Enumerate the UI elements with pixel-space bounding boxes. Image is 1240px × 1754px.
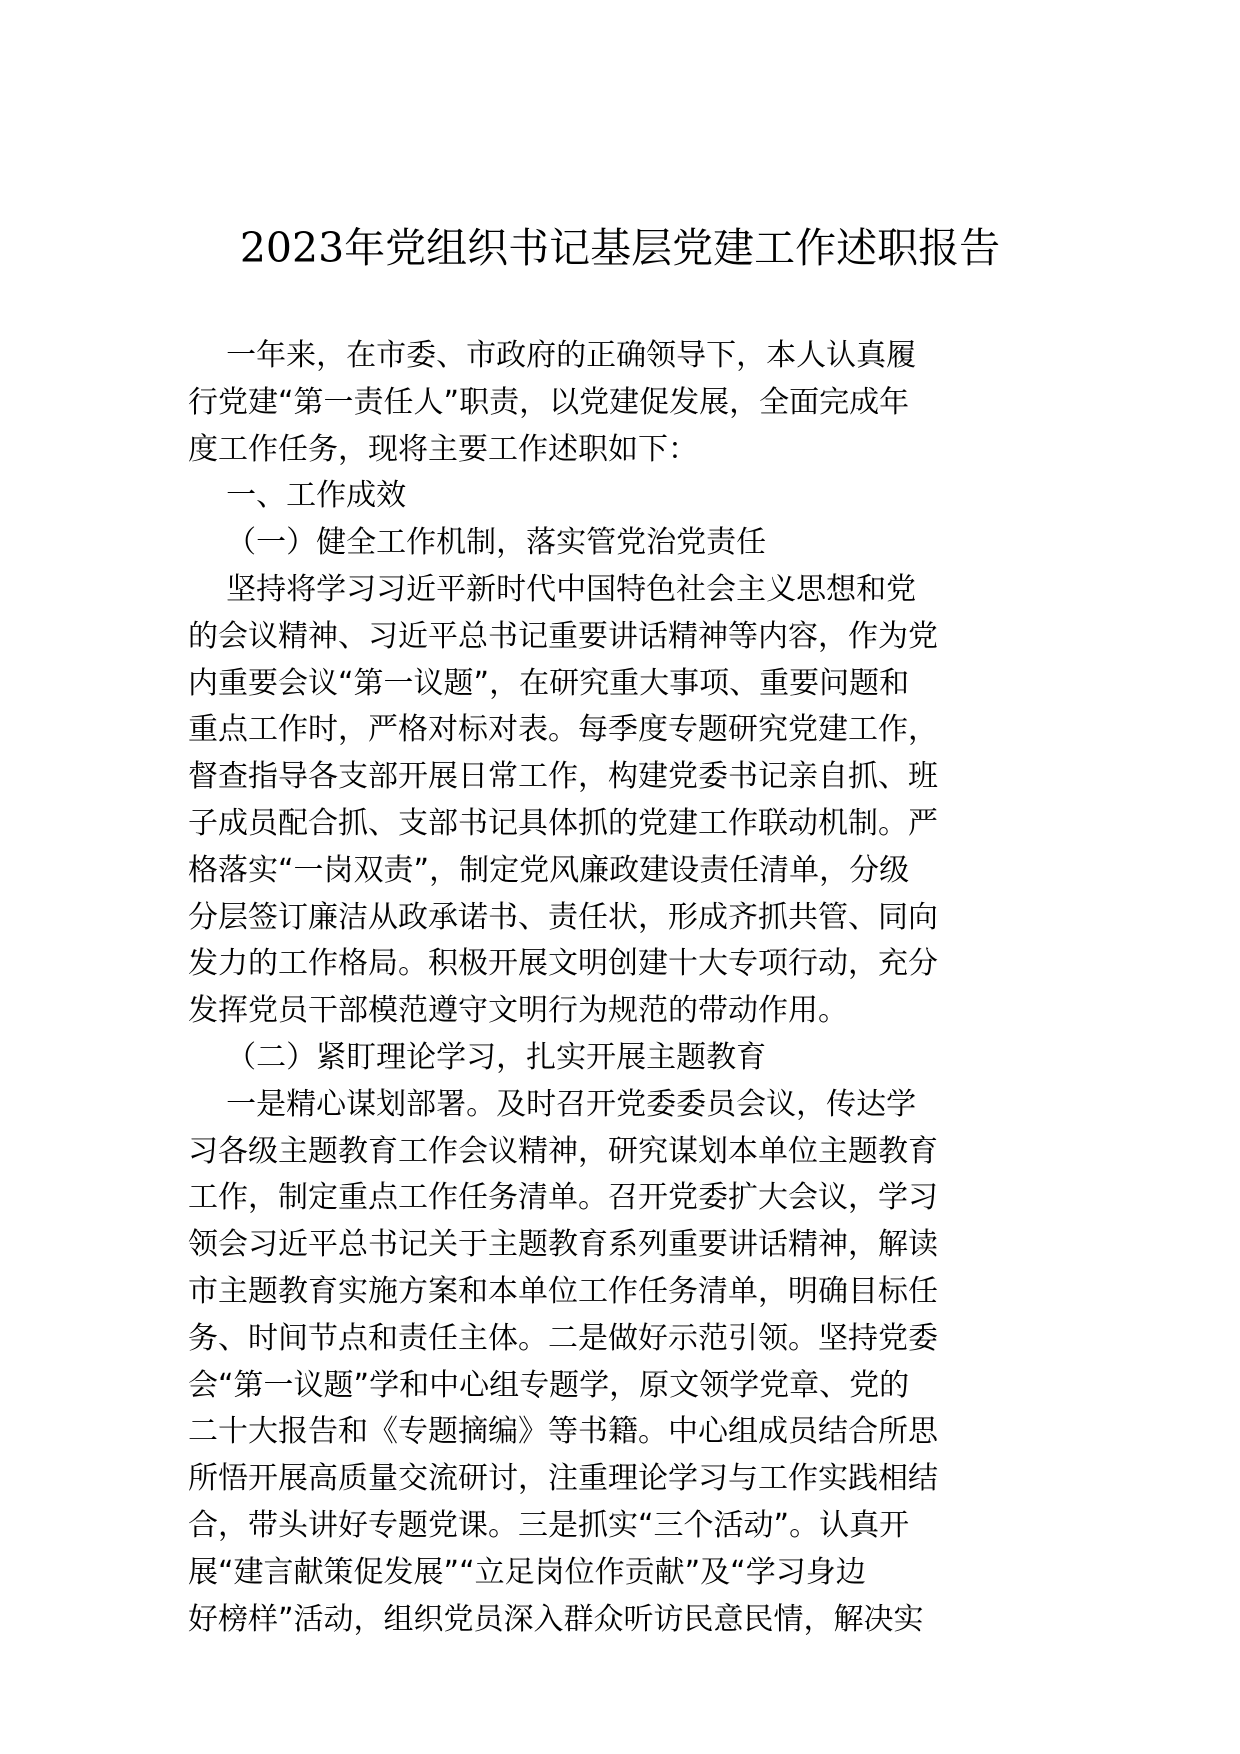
document-title: 2023年党组织书记基层党建工作述职报告 [239, 224, 1001, 272]
body-line: 领会习近平总书记关于主题教育系列重要讲话精神，解读 [188, 1227, 938, 1263]
subsection-heading: （一）健全工作机制，落实管党治党责任 [188, 525, 767, 561]
body-line: 所悟开展高质量交流研讨，注重理论学习与工作实践相结 [188, 1461, 938, 1497]
body-line: 务、时间节点和责任主体。二是做好示范引领。坚持党委 [188, 1320, 938, 1356]
body-line: 一是精心谋划部署。及时召开党委委员会议，传达学 [188, 1086, 917, 1122]
body-line: 坚持将学习习近平新时代中国特色社会主义思想和党 [188, 571, 917, 607]
body-line: 一年来，在市委、市政府的正确领导下，本人认真履 [188, 338, 917, 373]
body-line: 二十大报告和《专题摘编》等书籍。中心组成员结合所思 [188, 1414, 938, 1450]
body-line: 工作，制定重点工作任务清单。召开党委扩大会议，学习 [188, 1180, 938, 1216]
body-line: 发挥党员干部模范遵守文明行为规范的带动作用。 [188, 993, 848, 1029]
body-line: 好榜样”活动，组织党员深入群众听访民意民情，解决实 [188, 1601, 924, 1637]
body-line: 会“第一议题”学和中心组专题学，原文领学党章、党的 [188, 1367, 910, 1403]
body-line: 分层签订廉洁从政承诺书、责任状，形成齐抓共管、同向 [188, 899, 938, 935]
section-heading: 一、工作成效 [188, 478, 407, 514]
body-line: 格落实“一岗双责”，制定党风廉政建设责任清单，分级 [188, 852, 910, 888]
body-line: 市主题教育实施方案和本单位工作任务清单，明确目标任 [188, 1273, 938, 1309]
body-line: 督查指导各支部开展日常工作，构建党委书记亲自抓、班 [188, 759, 938, 795]
body-line: 行党建“第一责任人”职责，以党建促发展，全面完成年 [188, 384, 910, 420]
body-line: 展“建言献策促发展”“立足岗位作贡献”及“学习身边 [188, 1554, 866, 1590]
body-line: 子成员配合抓、支部书记具体抓的党建工作联动机制。严 [188, 805, 938, 841]
document-body [188, 333, 1054, 1643]
body-line: 的会议精神、习近平总书记重要讲话精神等内容，作为党 [188, 618, 938, 654]
body-line: 合，带头讲好专题党课。三是抓实“三个活动”。认真开 [188, 1507, 910, 1543]
body-line: 内重要会议“第一议题”，在研究重大事项、重要问题和 [188, 665, 910, 701]
body-line: 重点工作时，严格对标对表。每季度专题研究党建工作， [188, 712, 938, 748]
body-line: 发力的工作格局。积极开展文明创建十大专项行动，充分 [188, 946, 938, 982]
subsection-heading: （二）紧盯理论学习，扎实开展主题教育 [188, 1039, 767, 1075]
body-line: 习各级主题教育工作会议精神，研究谋划本单位主题教育 [188, 1133, 938, 1169]
body-line: 度工作任务，现将主要工作述职如下： [188, 431, 698, 467]
